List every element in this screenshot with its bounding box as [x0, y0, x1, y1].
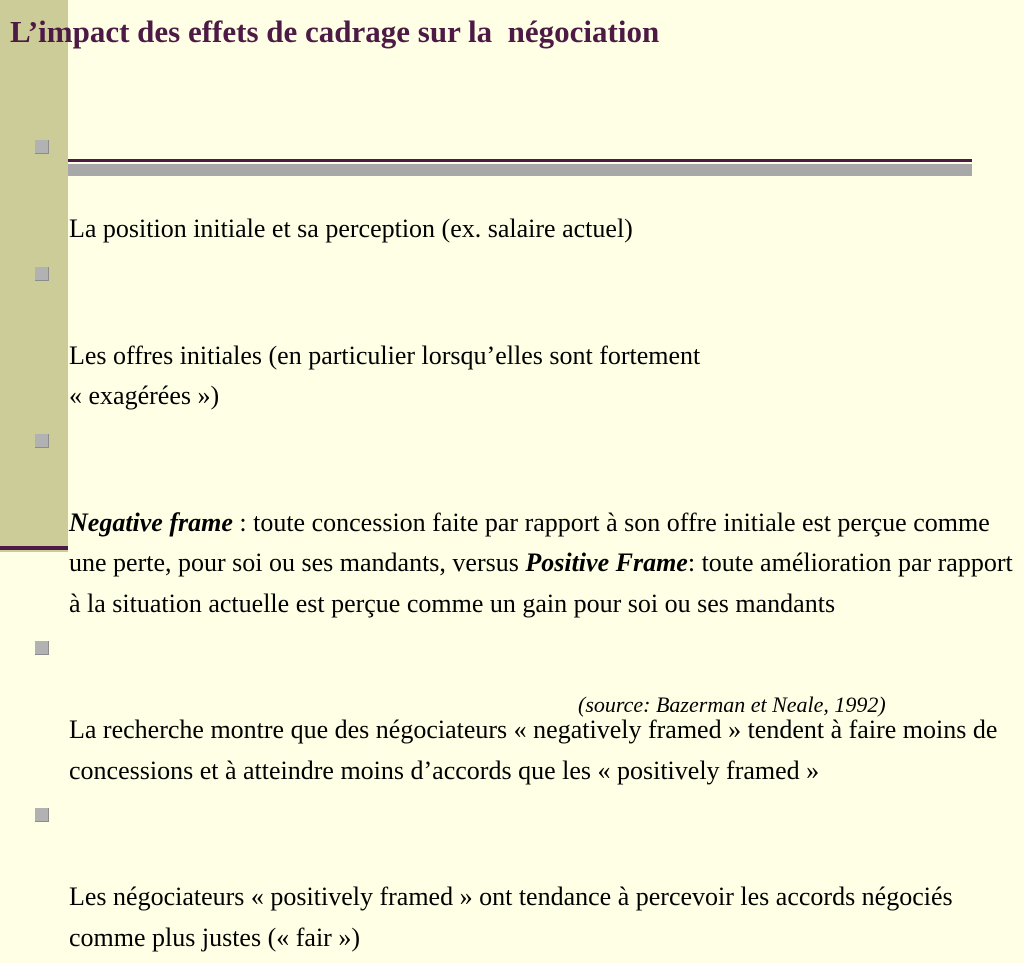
bullet-text: La position initiale et sa perception (ex. salaire actuel): [69, 214, 633, 243]
negative-frame-term: Negative frame: [69, 507, 233, 537]
bullet-text: Les négociateurs « positively framed » ont tendance à percevoir les accords négociés comme plus justes (« fair »): [69, 882, 953, 952]
bullet-item: [33, 796, 1023, 958]
positive-frame-term: Positive Frame: [525, 548, 688, 577]
bullet-item-framing: [33, 422, 1023, 625]
square-bullet-icon: [35, 267, 49, 281]
bullet-text: La recherche montre que des négociateurs « negatively framed » tendent à faire moins de concessions et à atteindre moins d’accords que les « positively framed »: [69, 715, 998, 785]
negative-frame-definition: : toute concession faite par rapport à son offre initiale est perçue comme une perte, pour soi ou ses mandants, versus: [69, 507, 990, 577]
source-citation: (source: Bazerman et Neale, 1992): [578, 692, 886, 717]
square-bullet-icon: [35, 434, 49, 448]
bullet-list: [33, 128, 1023, 963]
bullet-text: Les offres initiales (en particulier lorsqu’elles sont fortement « exagérées »): [69, 340, 701, 410]
square-bullet-icon: [35, 808, 49, 822]
square-bullet-icon: [35, 641, 49, 655]
bullet-item: [33, 255, 1023, 417]
bullet-item: [33, 128, 1023, 250]
square-bullet-icon: [35, 140, 49, 154]
positive-frame-definition: : toute amélioration par rapport à la situation actuelle est perçue comme un gain pour soi ou ses mandants: [69, 548, 1013, 618]
slide-title: L’impact des effets de cadrage sur la négociation: [10, 14, 660, 49]
